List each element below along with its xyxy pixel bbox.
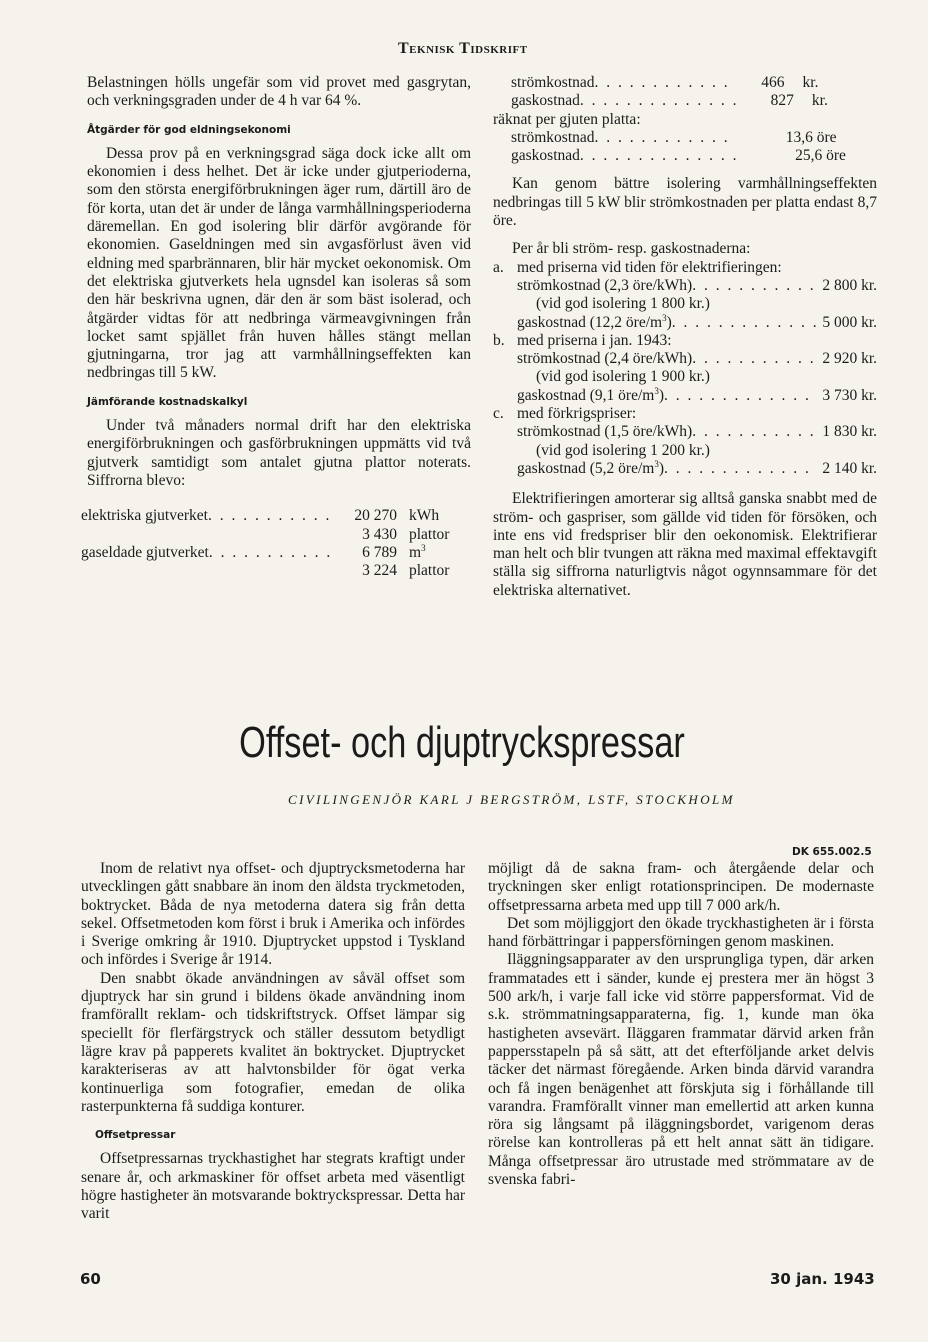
row-label: strömkostnad [511,74,595,91]
row-label [517,460,664,478]
row-value: 6 789 [362,543,397,561]
row-value: 20 270 [354,507,397,525]
table-row [81,507,471,525]
cost-row [517,277,877,295]
paragraph: Elektrifieringen amorterar sig alltså ganska snabbt med de ström- och gaspriser, som gällde vid tiden för försöken, och inte ens vid fredspriser blir den oekonomisk. Elektrifierar man helt och blir tvungen att räkna med maximal effektavgift ställa sig siffrorna naturligtvis något ogynnsammare för det elektriska alternativet. [493,490,877,599]
row-label [517,314,672,332]
isolation-note: (vid god isolering 1 200 kr.) [536,441,710,459]
paragraph: Belastningen hölls ungefär som vid provet med gasgrytan, och verkningsgraden under de 4 h var 64 %. [87,74,471,110]
row-value: 2 800 kr. [822,276,877,294]
row-label: gaskostnad [511,92,580,110]
paragraph: Under två månaders normal drift har den elektriska energiförbrukningen och gasförbrukningen uppmätts vid två gjutverk samtidigt som antalet gjutna plattor noterats. Siffrorna blevo: [87,417,471,489]
case-b [493,332,877,350]
row-label: strömkostnad [511,128,595,146]
paragraph: Iläggningsapparater av den ursprungliga typen, där arken frammatades ett i sänder, kunde ej prestera mer än högst 3 500 ark/h, i varje fall icke vid större pappersformat. Vid de s.k. strömmatningsapparaterna, fig. 1, kunde man öka hastigheten avsevärt. Iläggaren frammatar därvid arken från pappersstapeln på så sätt, att det efterföljande arket delvis täcker det närmast föregående. Arken binda därvid varandra och få ingen benägenhet att förskjuta sig i förhållande till varandra. Framförallt vinner man emellertid att arken kunna röra sig långsamt på iläggningsbordet, varigenom deras rörelse kan kontrolleras på ett helt annat sätt än tidigare. Många offsetpressar äro utrustade med strömmatare av de svenska fabri- [488,951,874,1189]
row-label [517,387,664,405]
cost-row [511,92,877,110]
dk-classification: DK 655.002.5 [792,846,872,858]
superscript: 3 [654,458,659,469]
case-marker: b. [493,331,505,349]
row-label: strömkostnad (1,5 öre/kWh) [517,423,693,441]
cost-row [517,350,877,368]
row-label: strömkostnad (2,4 öre/kWh) [517,350,693,368]
row-value: 3 730 kr. [822,386,877,404]
right-top-column [493,74,877,600]
section-heading: Offsetpressar [95,1129,176,1142]
paragraph: Kan genom bättre isolering varmhållningseffekten nedbringas till 5 kW blir strömkostnaden per platta endast 8,7 öre. [493,175,877,230]
section-heading: Jämförande kostnadskalkyl [87,395,248,408]
cost-row [517,460,877,478]
case-text: med priserna vid tiden för elektrifieringen: [517,258,782,276]
cost-row [517,387,877,405]
paren: ) [658,386,664,404]
journal-header: Teknisk Tidskrift [398,40,528,57]
isolation-note: (vid god isolering 1 800 kr.) [536,295,710,313]
row-value: 25,6 öre [795,147,846,165]
label-text: gaskostnad (12,2 öre/m [517,313,663,331]
cost-row [517,423,877,441]
paragraph: Inom de relativt nya offset- och djuptrycksmetoderna har utvecklingen gått snabbare än inom den äldsta tryckmetoden, boktrycket. Båda de nya metoderna datera sig från detta sekel. Offsetmetoden kom först i bruk i Amerika och infördes i Sverige omkring år 1910. Djuptrycket uppstod i Tyskland och infördes i Sverige år 1914. [81,860,465,969]
row-label: elektriska gjutverket [81,507,208,525]
row-value: 827 [770,92,794,110]
row-label: strömkostnad (2,3 öre/kWh) [517,276,693,294]
table-row [81,526,471,544]
issue-date: 30 jan. 1943 [770,1270,875,1288]
row-value: 3 430 [362,525,397,543]
case-c [493,405,877,423]
row-value: 5 000 kr. [822,313,877,331]
case-text: med priserna i jan. 1943: [517,331,672,349]
row-unit: kWh [409,507,440,525]
row-value: 466 [761,74,785,91]
superscript: 3 [654,385,659,396]
paragraph: Per år bli ström- resp. gaskostnaderna: [512,240,751,258]
label-text: gaskostnad (5,2 öre/m [517,459,655,477]
row-unit: plattor [409,562,450,580]
row-value: 2 140 kr. [822,459,877,477]
row-value: 13,6 öre [785,128,837,146]
row-value: 3 224 [362,562,397,580]
row-unit: plattor [409,525,450,543]
article-author: CIVILINGENJÖR KARL J BERGSTRÖM, LSTF, STOCKHOLM [288,792,735,807]
paragraph: Offsetpressarnas tryckhastighet har stegrats kraftigt under senare år, och arkmaskiner för offset arbeta med väsentligt högre hastigheter än motsvarande boktryckspressar. Detta har varit [81,1150,465,1223]
case-marker: a. [493,258,504,276]
superscript: 3 [421,542,426,553]
paragraph: Den snabbt ökade användningen av såväl offset som djuptryck har sin grund i bildens ökade användning inom framförallt reklam- och tidskriftstryck. Offset lämpar sig speciellt för flerfärgstryck och ställer dessutom betydligt lägre krav på papperets kvalitet än boktrycket. Djuptrycket karakteriseras av att halvtonsbilder för ögat verka kontinuerliga som fotografier, emedan de olika rasterpunkterna få suddiga konturer. [81,969,465,1115]
paragraph: Dessa prov på en verkningsgrad säga dock icke allt om ekonomien i dess helhet. Det är icke under gjutperioderna, som den största energiförbrukningen äger rum, därtill äro de för korta, utan det är under de långa varmhållningsperioderna däremellan. En god isolering blir därför avgörande för ekonomien. Gaseldningen med sin avgasförlust även vid eldning med sparbrännaren, blir här mycket oekonomisk. Om det elektriska gjutverkets hela ugnsdel kan isoleras så som den här beskrivna ugnen, där den är som bäst isolerad, och åtgärder vidtas för att nedbringa värmeavgivningen från locket samt spjället från huven hålles stängt mellan gjutningarna, tror jag att varmhållningseffekten kan nedbringas till 5 kW. [87,144,471,382]
section-heading: Åtgärder för god eldningsekonomi [87,123,291,136]
paragraph: möjligt då de sakna fram- och återgående delar och tryckningen sker enligt rotationsprincipen. De modernaste offsetpressarna arbeta med upp till 7 000 ark/h. [488,860,874,914]
row-label: gaskostnad [511,147,580,165]
row-value: 1 830 kr. [822,423,877,441]
table-row [81,562,471,580]
label-text: gaskostnad (9,1 öre/m [517,386,655,404]
cost-row [511,147,877,165]
article-title: Offset- och djuptryckspressar [239,718,685,767]
row-unit: m [409,543,422,561]
per-plate-label: räknat per gjuten platta: [493,110,641,128]
row-unit: kr. [802,74,819,91]
cost-row [511,129,877,147]
cost-row [511,74,877,92]
article-right-column [488,860,874,1189]
case-a [493,259,877,277]
left-top-column [81,74,471,580]
paren: ) [666,313,672,331]
paragraph: Det som möjliggjort den ökade tryckhastigheten är i första hand förbättringar i pappersförningen genom maskinen. [488,914,874,951]
paren: ) [658,459,664,477]
consumption-table [81,507,471,580]
row-value: 2 920 kr. [822,350,877,368]
case-text: med förkrigspriser: [517,405,637,423]
article-left-column [81,860,465,1224]
row-label: gaseldade gjutverket [81,543,209,561]
table-row [81,544,471,562]
case-marker: c. [493,405,504,423]
row-unit: kr. [811,92,828,110]
isolation-note: (vid god isolering 1 900 kr.) [536,368,710,386]
superscript: 3 [662,312,667,323]
page-number: 60 [80,1270,101,1288]
cost-row [517,314,877,332]
